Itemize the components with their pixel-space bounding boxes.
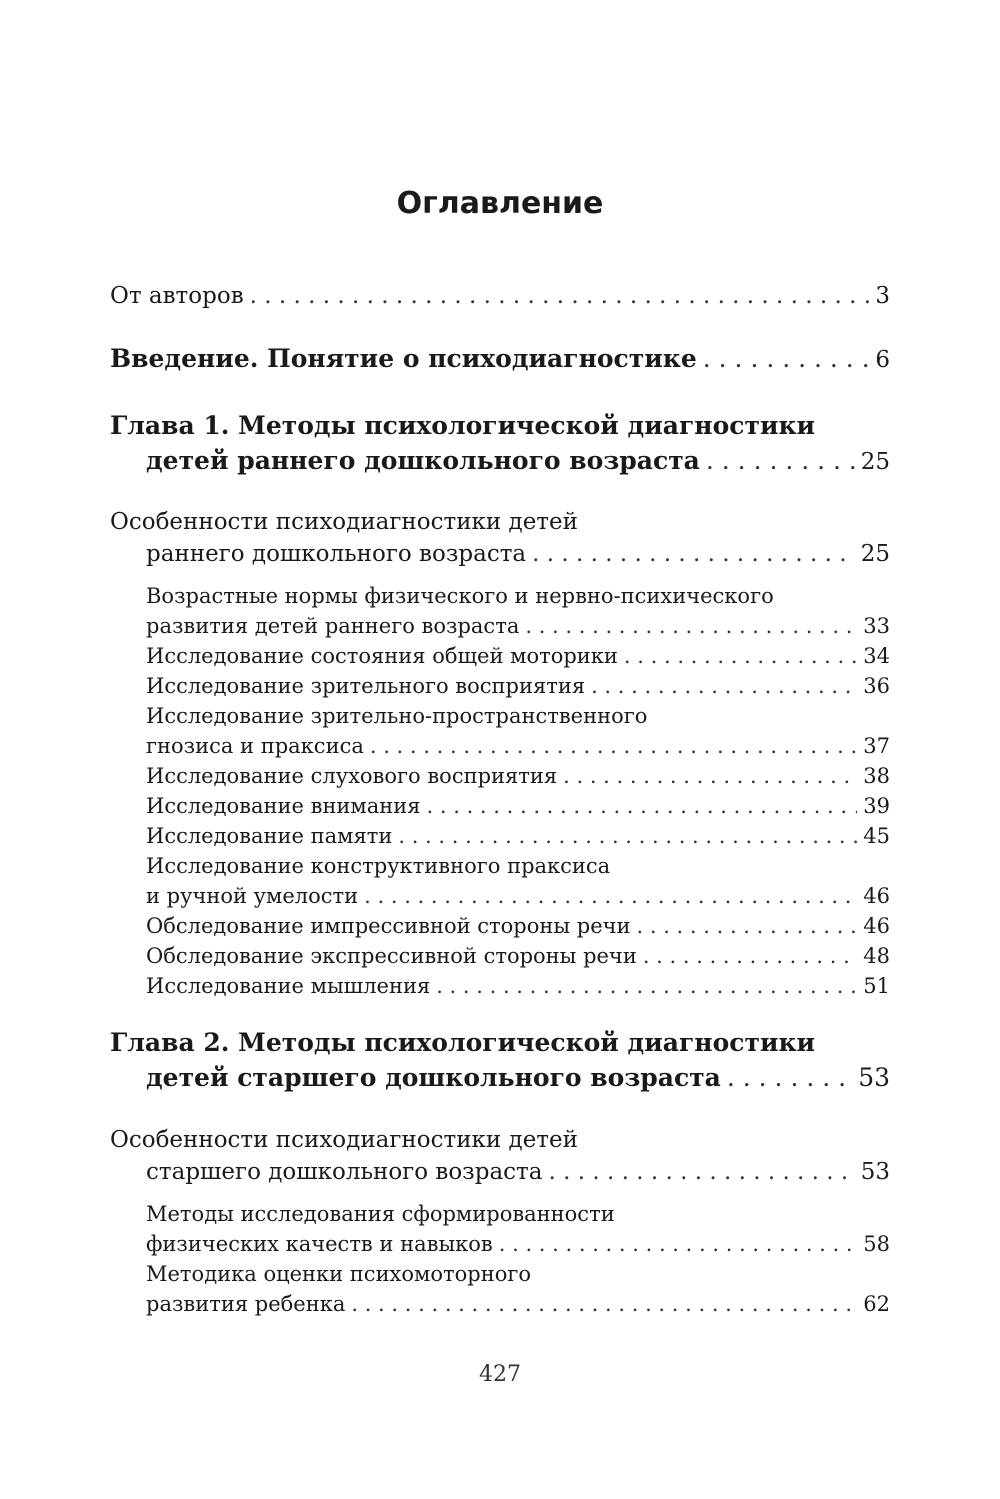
toc-entry-subsection[interactable] [110, 581, 890, 641]
dot-leader [364, 881, 857, 911]
toc-entry-subsection[interactable] [110, 761, 890, 791]
toc-page-number: 38 [863, 764, 890, 788]
dot-leader [532, 538, 855, 570]
toc-entry-label: Исследование зрительного восприятия [146, 674, 586, 698]
toc-page-number: 48 [863, 944, 890, 968]
dot-leader [427, 791, 858, 821]
dot-leader [548, 1156, 854, 1188]
toc-page-number: 34 [863, 644, 890, 668]
toc-entry-subsection[interactable] [110, 851, 890, 911]
toc-entry-chapter-1[interactable] [110, 408, 890, 480]
toc-entry-label: Исследование состояния общей моторики [146, 644, 618, 668]
toc-entry-label: Глава 1. Методы психологической диагностики [110, 411, 816, 440]
toc-entry-label-cont: старшего дошкольного возраста [146, 1159, 543, 1185]
toc-entry-subsection[interactable] [110, 1259, 890, 1319]
toc-entry-subsection[interactable] [110, 1199, 890, 1259]
toc-entry-label: Глава 2. Методы психологической диагностики [110, 1028, 816, 1057]
toc-entry-subsection[interactable] [110, 641, 890, 671]
toc-entry-introduction[interactable] [110, 341, 890, 378]
toc-entry-label-cont: детей раннего дошкольного возраста [146, 446, 700, 475]
toc-page-number: 3 [875, 283, 890, 309]
toc-page-number: 46 [863, 914, 890, 938]
dot-leader [436, 971, 857, 1001]
dot-leader [525, 611, 857, 641]
toc-page-number: 39 [863, 794, 890, 818]
toc-entry-subsection[interactable] [110, 971, 890, 1001]
toc-page-number: 53 [860, 1159, 890, 1185]
dot-leader [563, 761, 857, 791]
toc-entry-label: Исследование мышления [146, 974, 431, 998]
toc-entry-label: Исследование памяти [146, 824, 393, 848]
page-title: Оглавление [396, 186, 604, 221]
toc-entry-label: Обследование импрессивной стороны речи [146, 914, 631, 938]
toc-entry-chapter-2[interactable] [110, 1025, 890, 1095]
toc-entry-subsection[interactable] [110, 911, 890, 941]
dot-leader [727, 1060, 852, 1095]
toc-entry-label-cont: гнозиса и праксиса [146, 734, 364, 758]
toc-entry-label: Методика оценки психомоторного [146, 1262, 532, 1286]
toc-page-number: 33 [863, 614, 890, 638]
toc-entry-label: Обследование экспрессивной стороны речи [146, 944, 637, 968]
toc-entry-label-cont: раннего дошкольного возраста [146, 541, 527, 567]
dot-leader [398, 821, 857, 851]
toc-entry-from-authors[interactable] [110, 280, 890, 312]
toc-entry-label: Исследование зрительно-пространственного [146, 704, 648, 728]
dot-leader [706, 443, 855, 478]
toc-entry-section[interactable] [110, 506, 890, 570]
toc-entry-subsection[interactable] [110, 941, 890, 971]
dot-leader [499, 1229, 858, 1259]
toc-entry-label: От авторов [110, 283, 244, 309]
toc-entry-label: Исследование конструктивного праксиса [146, 854, 611, 878]
toc-entry-label: Введение. Понятие о психодиагностике [110, 344, 697, 373]
dot-leader [643, 941, 857, 971]
toc-page-number: 37 [863, 734, 890, 758]
dot-leader [624, 641, 857, 671]
dot-leader [351, 1289, 857, 1319]
toc-entry-subsection[interactable] [110, 821, 890, 851]
toc-page-number: 45 [863, 824, 890, 848]
toc-page-number: 58 [863, 1232, 890, 1256]
toc-entry-label: Исследование слухового восприятия [146, 764, 558, 788]
toc-entry-label-cont: и ручной умелости [146, 884, 359, 908]
toc-page-number: 46 [863, 884, 890, 908]
toc-entry-label-cont: развития детей раннего возраста [146, 614, 520, 638]
toc-page-number: 25 [860, 449, 890, 475]
toc-entry-label: Методы исследования сформированности [146, 1202, 615, 1226]
toc-page-number: 6 [875, 347, 890, 373]
dot-leader [637, 911, 858, 941]
toc-entry-label: Возрастные нормы физического и нервно-психического [146, 584, 774, 608]
toc-entry-subsection[interactable] [110, 791, 890, 821]
dot-leader [370, 731, 857, 761]
dot-leader [250, 280, 870, 312]
toc-entry-label: Особенности психодиагностики детей [110, 1127, 578, 1153]
dot-leader [703, 341, 870, 376]
toc-entry-label-cont: развития ребенка [146, 1292, 346, 1316]
toc-page-number: 53 [858, 1063, 890, 1092]
toc-page-number: 36 [863, 674, 890, 698]
page-number: 427 [479, 1362, 521, 1387]
toc-entry-label-cont: физических качеств и навыков [146, 1232, 493, 1256]
toc-entry-subsection[interactable] [110, 671, 890, 701]
toc-page-number: 25 [860, 541, 890, 567]
toc-entry-label: Исследование внимания [146, 794, 421, 818]
toc-entry-subsection[interactable] [110, 701, 890, 761]
dot-leader [591, 671, 857, 701]
toc-entry-label: Особенности психодиагностики детей [110, 509, 578, 535]
toc-page-number: 62 [863, 1292, 890, 1316]
toc-page-number: 51 [863, 974, 890, 998]
toc-entry-section[interactable] [110, 1124, 890, 1188]
toc-entry-label-cont: детей старшего дошкольного возраста [146, 1063, 721, 1092]
